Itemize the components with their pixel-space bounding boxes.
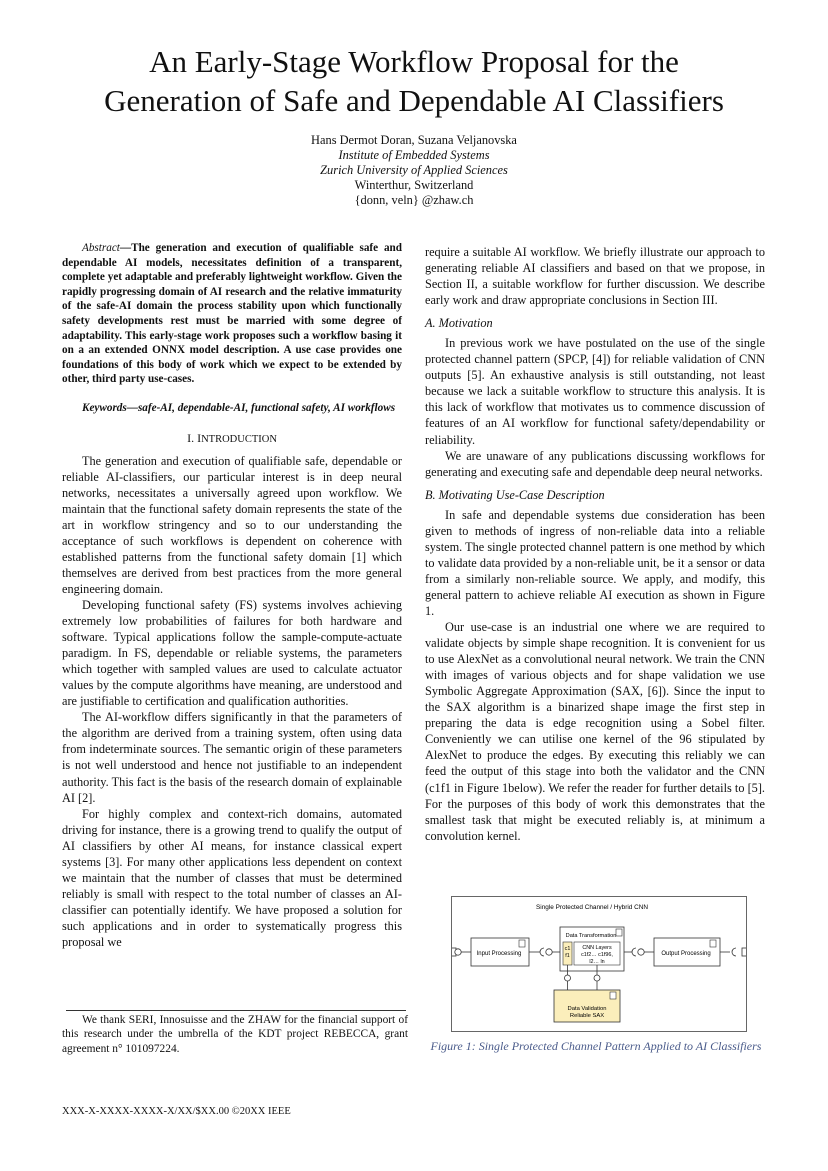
interface-icon (546, 949, 552, 955)
intro-continuation: require a suitable AI workflow. We briefly illustrate our approach to generating reliable AI classifiers and based on that we propose, in Section II, a suitable workflow for further discussion. We describe early work and draw appropriate conclusions in Section III. (425, 245, 765, 308)
copyright-footer: XXX-X-XXXX-XXXX-X/XX/$XX.00 ©20XX IEEE (62, 1106, 291, 1117)
component-icon (610, 992, 616, 999)
author-university: Zurich University of Applied Sciences (320, 163, 508, 177)
cnn-layers-range: c1f2… c1f96, (581, 952, 613, 958)
c1-label: c1 (564, 946, 571, 952)
footnote-acknowledgement: We thank SERI, Innosuisse and the ZHAW for the financial support of this research under the umbrella of the KDT project REBECCA, grant agreement n° 101097224. (62, 1014, 408, 1055)
author-block (0, 133, 828, 208)
author-institute: Institute of Embedded Systems (338, 148, 490, 162)
motivation-paragraph-1: In previous work we have postulated on the use of the single protected channel pattern (SPCP, [4]) for reliable validation of CNN outputs [5]. An exhaustive analysis is still outstanding, not least because we lack a suitable workflow to structure this analysis. It is this lack of workflow that motivates us to commence discussion of features of an AI workflow for functional safety/dependability or reliability. (425, 336, 765, 447)
author-names: Hans Dermot Doran, Suzana Veljanovska (311, 133, 517, 147)
motivation-paragraph-2: We are unaware of any publications discussing workflows for generating and executing safe and dependable deep neural networks. (425, 448, 765, 479)
left-interface-icon (455, 949, 461, 955)
output-processing-label: Output Processing (661, 951, 711, 957)
title-line-2: Generation of Safe and Dependable AI Classifiers (104, 83, 724, 118)
left-column (62, 241, 402, 950)
subsection-heading-motivation: A. Motivation (425, 316, 493, 331)
intro-paragraph-1: The generation and execution of qualifiable safe, dependable or reliable AI-classifiers, our particular interest is in deep neural networks, necessitates a universally agreed upon workflow. We maintain that the functional safety domain represents the state of the art in workflow stringency and so to our understanding the acceptance of such workflows is dependent on coherence with established patterns from the functional safety domain [1] which themselves are derived from best practices from the more general engineering domain. (62, 453, 402, 596)
component-icon (710, 940, 716, 947)
right-port-icon (742, 948, 746, 956)
paper-title (0, 42, 828, 120)
component-icon (616, 929, 622, 936)
data-validation-label: Data Validation (567, 1006, 607, 1012)
component-icon (519, 940, 525, 947)
interface-icon (594, 975, 600, 981)
input-processing-label: Input Processing (476, 951, 522, 957)
intro-paragraph-3: The AI-workflow differs significantly in that the parameters of the algorithm are derived from a training system, often using data from indeterminate sources. The semantic origin of these parameters is not well understood and hence not justifiable to an independent authority. This fact is the basis of the research domain of explainable AI [2]. (62, 710, 402, 805)
author-email[interactable]: {donn, veln} @zhaw.ch (354, 193, 474, 207)
title-line-1: An Early-Stage Workflow Proposal for the (149, 44, 679, 79)
figure-1-caption: Figure 1: Single Protected Channel Pattern Applied to AI Classifiers (430, 1039, 762, 1053)
abstract (62, 241, 402, 387)
interface-icon (565, 975, 571, 981)
cnn-layers-label: CNN Layers (582, 945, 612, 951)
cnn-layers-levels: l2… ln (589, 959, 605, 965)
socket-icon (632, 948, 636, 956)
figure-1-svg (452, 897, 746, 1031)
use-case-paragraph-1: In safe and dependable systems due consideration has been given to methods of ingress of non-reliable data into a reliable system. The single protected channel pattern is one method by which to validate data provided by a non-reliable unit, be it a sensor or data from a similarly non-reliable source. We apply, and modify, this general pattern to achieve reliable AI execution as shown in Figure 1. (425, 507, 765, 618)
author-location: Winterthur, Switzerland (354, 178, 474, 192)
socket-icon (540, 948, 544, 956)
keywords: Keywords—safe-AI, dependable-AI, functional safety, AI workflows (82, 401, 396, 414)
intro-paragraph-2: Developing functional safety (FS) systems involves achieving extremely low probabilities of failures for both hardware and software. Typical applications follow the sample-compute-actuate paradigm. In FS, dependable or reliable systems, the parameters which together with sampled values are used to calculate actuator values by the compute algorithms have meaning, are understood and are justifiable to certification and qualification authorities. (62, 598, 402, 709)
figure-title: Single Protected Channel / Hybrid CNN (536, 904, 648, 911)
abstract-text: —The generation and execution of qualifiable safe and dependable AI models, necessitates definition of a transparent, complete yet adaptable and preferably lightweight workflow. Given the rapidly progressing domain of AI research and the relative immaturity of the safe-AI domain the process stability upon which functionally safety developments rest must be married with some degree of adaptability. This early-stage work proposes such a workflow basing it on a an extended ONNX model description. A use case provides one foundations of this body of work which we expect to be extended by other, third party use-cases. (62, 242, 402, 386)
abstract-label: Abstract (82, 242, 120, 254)
section-heading-introduction: I. INTRODUCTION (187, 430, 277, 445)
f1-label: f1 (565, 953, 570, 959)
right-column (425, 244, 765, 844)
right-socket-icon (732, 948, 736, 956)
intro-paragraph-4: For highly complex and context-rich domains, automated driving for instance, there is a growing trend to qualify the output of AI classifiers by other AI means, for instance classical expert systems [3]. For many other applications less dependent on context we maintain that the number of classes that must be determined reliably is small with respect to the total number of classes an AI-classifier can potentially identify. We have proposed a solution for such applications and in order to systematically progress this proposal we (62, 806, 402, 949)
subsection-heading-use-case: B. Motivating Use-Case Description (425, 487, 605, 502)
figure-1-diagram (451, 896, 747, 1032)
footnote-rule (66, 1010, 406, 1011)
use-case-paragraph-2: Our use-case is an industrial one where we are required to validate objects by simple shape recognition. It is convenient for us to use AlexNet as a convolutional neural network. We train the CNN with images of various objects and for shape validation we use Symbolic Aggregate Approximation (SAX, [6]). Since the input to the SAX algorithm is a binarized shape image the first step in preparing the data is edge recognition using a Sobel filter. Conveniently we can utilise one kernel of the 96 stipulated by AlexNet to produce the edges. By executing this reliably we can feed the output of this stage into both the validator and the CNN (c1f1 in Figure 1below). We refer the reader for further details to [5]. For the purposes of this body of work this demonstrates that the smallest task that might be executed reliably is, at minimum a convolution kernel. (425, 620, 765, 843)
reliable-sax-label: Reliable SAX (569, 1013, 605, 1019)
interface-icon (638, 949, 644, 955)
data-transformation-label: Data Transformation (565, 933, 617, 939)
